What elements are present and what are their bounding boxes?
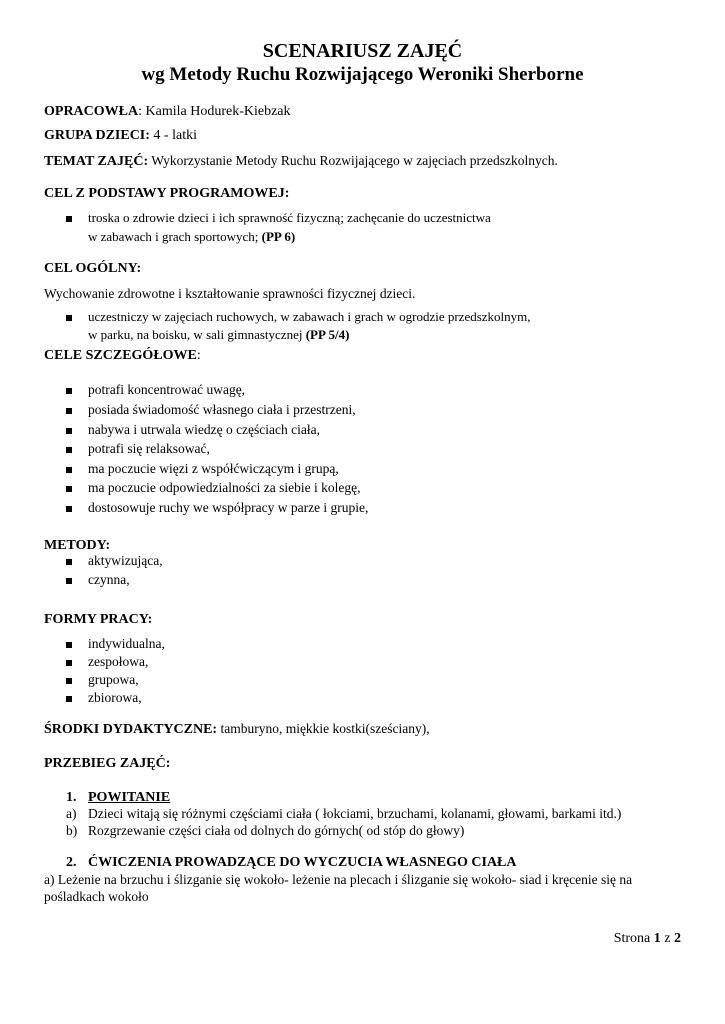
group-line	[44, 128, 197, 144]
metody-heading: METODY:	[44, 538, 111, 553]
group-value: 4 - latki	[149, 128, 197, 143]
list-item: dostosowuje ruchy we współpracy w parze i grupie,	[88, 500, 369, 515]
powitanie-item-a: Dzieci witają się różnymi częściami ciała ( łokciami, brzuchami, kolanami, głowami, barkami itd.)	[88, 806, 622, 821]
bullet-square-icon	[66, 660, 72, 666]
bullet-square-icon	[66, 428, 72, 434]
list-item: nabywa i utrwala wiedzę o częściach ciała,	[88, 422, 320, 437]
list-item: ma poczucie odpowiedzialności za siebie i kolegę,	[88, 480, 361, 495]
list-item: zespołowa,	[88, 654, 149, 669]
list-item: indywidualna,	[88, 636, 165, 651]
cel-ogolny-ref: (PP 5/4)	[305, 327, 350, 342]
section-title-cwiczenia: ĆWICZENIA PROWADZĄCE DO WYCZUCIA WŁASNEGO CIAŁA	[88, 855, 517, 870]
page-footer: Strona 1 z 2	[613, 931, 681, 946]
topic-label: TEMAT ZAJĘĆ:	[44, 154, 149, 169]
bullet-square-icon	[66, 678, 72, 684]
formy-pracy-heading: FORMY PRACY:	[44, 612, 153, 627]
cel-ogolny-line2: w parku, na boisku, w sali gimnastycznej (PP 5/4)	[88, 327, 350, 342]
item-marker: a)	[66, 806, 77, 821]
group-label: GRUPA DZIECI:	[44, 128, 150, 143]
list-item: potrafi się relaksować,	[88, 441, 210, 456]
list-item: posiada świadomość własnego ciała i przestrzeni,	[88, 402, 356, 417]
bullet-square-icon	[66, 315, 72, 321]
list-item: ma poczucie więzi z współćwiczącym i grupą,	[88, 461, 339, 476]
list-item: aktywizująca,	[88, 553, 163, 568]
bullet-square-icon	[66, 447, 72, 453]
section-title-powitanie: POWITANIE	[88, 790, 171, 805]
page-number: 1	[653, 931, 661, 946]
bullet-square-icon	[66, 506, 72, 512]
list-item: grupowa,	[88, 672, 139, 687]
srodki-line	[44, 721, 430, 738]
list-item: czynna,	[88, 572, 130, 587]
srodki-value: tamburyno, miękkie kostki(sześciany),	[217, 721, 430, 736]
cwiczenia-line2: pośladkach wokoło	[44, 889, 149, 904]
cel-ogolny-text: Wychowanie zdrowotne i kształtowanie sprawności fizycznej dzieci.	[44, 286, 416, 301]
bullet-square-icon	[66, 388, 72, 394]
cel-ogolny-heading: CEL OGÓLNY:	[44, 261, 142, 276]
cel-pp-ref: (PP 6)	[261, 229, 296, 244]
topic-line	[44, 153, 558, 170]
powitanie-item-b: Rozgrzewanie części ciała od dolnych do górnych( od stóp do głowy)	[88, 823, 465, 838]
cel-ogolny-line1: uczestniczy w zajęciach ruchowych, w zabawach i grach w ogrodzie przedszkolnym,	[88, 309, 531, 324]
cel-pp-line2: w zabawach i grach sportowych; (PP 6)	[88, 229, 296, 244]
cwiczenia-line1: a) Leżenie na brzuchu i ślizganie się wokoło- leżenie na plecach i ślizganie się wokoło- siad i kręcenie się na	[44, 872, 633, 887]
list-item: potrafi koncentrować uwagę,	[88, 382, 246, 397]
item-marker: b)	[66, 823, 78, 838]
bullet-square-icon	[66, 559, 72, 565]
bullet-square-icon	[66, 696, 72, 702]
document-subtitle: wg Metody Ruchu Rozwijającego Weroniki Sherborne	[141, 64, 584, 85]
cel-pp-heading: CEL Z PODSTAWY PROGRAMOWEJ:	[44, 186, 290, 201]
bullet-square-icon	[66, 578, 72, 584]
bullet-square-icon	[66, 467, 72, 473]
bullet-square-icon	[66, 216, 72, 222]
author-value: : Kamila Hodurek-Kiebzak	[138, 104, 291, 119]
przebieg-heading: PRZEBIEG ZAJĘĆ:	[44, 756, 171, 771]
author-label: OPRACOWŁA	[44, 104, 139, 119]
cel-pp-line1: troska o zdrowie dzieci i ich sprawność fizyczną; zachęcanie do uczestnictwa	[88, 210, 491, 225]
srodki-label: ŚRODKI DYDAKTYCZNE:	[44, 722, 218, 737]
bullet-square-icon	[66, 642, 72, 648]
list-item: zbiorowa,	[88, 690, 142, 705]
section-number: 1.	[66, 790, 77, 805]
document-title: SCENARIUSZ ZAJĘĆ	[262, 40, 463, 62]
cele-szczegolowe-heading: CELE SZCZEGÓŁOWE:	[44, 348, 201, 363]
page-total: 2	[674, 931, 681, 946]
bullet-square-icon	[66, 408, 72, 414]
author-line	[44, 104, 291, 120]
section-number: 2.	[66, 855, 77, 870]
bullet-square-icon	[66, 486, 72, 492]
topic-value: Wykorzystanie Metody Ruchu Rozwijającego w zajęciach przedszkolnych.	[148, 153, 558, 168]
